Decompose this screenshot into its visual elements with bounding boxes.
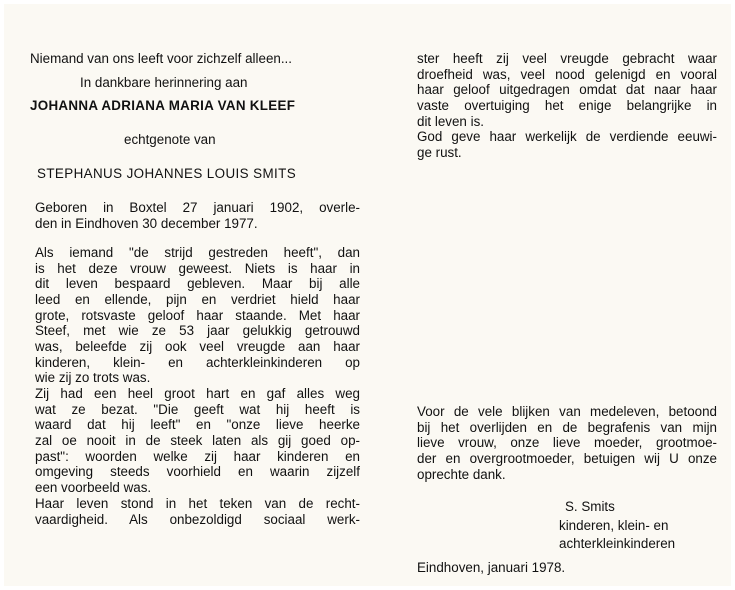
body-line: een voorbeeld was. — [35, 480, 152, 496]
thanks-paragraph — [417, 404, 717, 482]
right-panel — [417, 51, 717, 161]
left-panel — [30, 51, 360, 527]
body-line: leed en ellende, pijn en verdriet hield haar — [35, 291, 360, 307]
body-line: ge rust. — [417, 145, 462, 161]
body-line: Als iemand "de strijd gestreden heeft", dan — [35, 244, 360, 260]
body-line: is het deze vrouw geweest. Niets is haar in — [35, 260, 360, 276]
body-line: dit leven bespaard gebleven. Maar bij alle — [35, 276, 360, 292]
body-line: was, beleefde zij ook veel vreugde aan haar — [35, 338, 360, 354]
body-line: wie zij zo trots was. — [35, 370, 151, 386]
deceased-name: JOHANNA ADRIANA MARIA VAN KLEEF — [30, 98, 296, 114]
body-line: wat ze bezat. "Die geeft wat hij heeft is — [35, 401, 360, 417]
body-line: droefheid was, veel nood gelenigd en vooral — [417, 66, 717, 82]
thanks-line: oprechte dank. — [417, 466, 506, 482]
remembrance-line: In dankbare herinnering aan — [80, 74, 248, 90]
body-line: God geve haar werkelijk de verdiende eeuwi- — [417, 129, 717, 145]
thanks-line: Voor de vele blijken van medeleven, betoond — [417, 404, 717, 419]
spouse-name: STEPHANUS JOHANNES LOUIS SMITS — [37, 165, 297, 181]
motto: Niemand van ons leeft voor zichzelf alleen... — [30, 51, 293, 66]
body-line: grote, rotsvaste geloof haar staande. Met haar — [35, 307, 360, 323]
thanks-line: bij het overlijden en de begrafenis van mijn — [417, 419, 717, 435]
thanks-line: lieve vrouw, onze lieve moeder, grootmoe- — [417, 435, 717, 451]
signature — [559, 499, 729, 552]
body-line: Haar leven stond in het teken van de recht- — [35, 495, 360, 511]
body-line: ster heeft zij veel vreugde gebracht waar — [417, 51, 717, 66]
body-line: zal oe nooit in de steek laten als gij goed op- — [35, 433, 360, 449]
body-line: dit leven is. — [417, 113, 484, 129]
spouse-intro: echtgenote van — [124, 132, 216, 148]
body-line: waard dat hij leeft" en "onze lieve heerke — [35, 417, 360, 433]
life-paragraph — [35, 245, 360, 527]
body-line: past": woorden welke zij haar kinderen en — [35, 448, 360, 464]
signature-name: S. Smits — [565, 499, 615, 514]
signature-line: achterkleinkinderen — [559, 536, 676, 552]
body-line: haar geloof uitgedragen omdat dat naar haar — [417, 82, 717, 98]
born-line: Geboren in Boxtel 27 januari 1902, overle- — [35, 200, 360, 216]
born-line: den in Eindhoven 30 december 1977. — [35, 216, 258, 232]
body-line: Zij had een heel groot hart en gaf alles weg — [35, 386, 360, 401]
body-line: vaste overtuiging het enige belangrijke in — [417, 98, 717, 114]
continued-paragraph — [417, 51, 717, 161]
memorial-card — [4, 4, 731, 586]
signature-line: kinderen, klein- en — [559, 517, 669, 533]
place-date: Eindhoven, januari 1978. — [417, 560, 566, 575]
thanks-line: der en overgrootmoeder, betuigen wij U onze — [417, 451, 717, 467]
body-line: omgeving steeds voorhield en waarin zijzelf — [35, 464, 360, 480]
born-paragraph — [35, 200, 360, 231]
body-line: kinderen, klein- en achterkleinkinderen op — [35, 354, 360, 370]
body-line: Steef, met wie ze 53 jaar gelukkig getrouwd — [35, 323, 360, 339]
body-line: vaardigheid. Als onbezoldigd sociaal werk- — [35, 511, 360, 527]
